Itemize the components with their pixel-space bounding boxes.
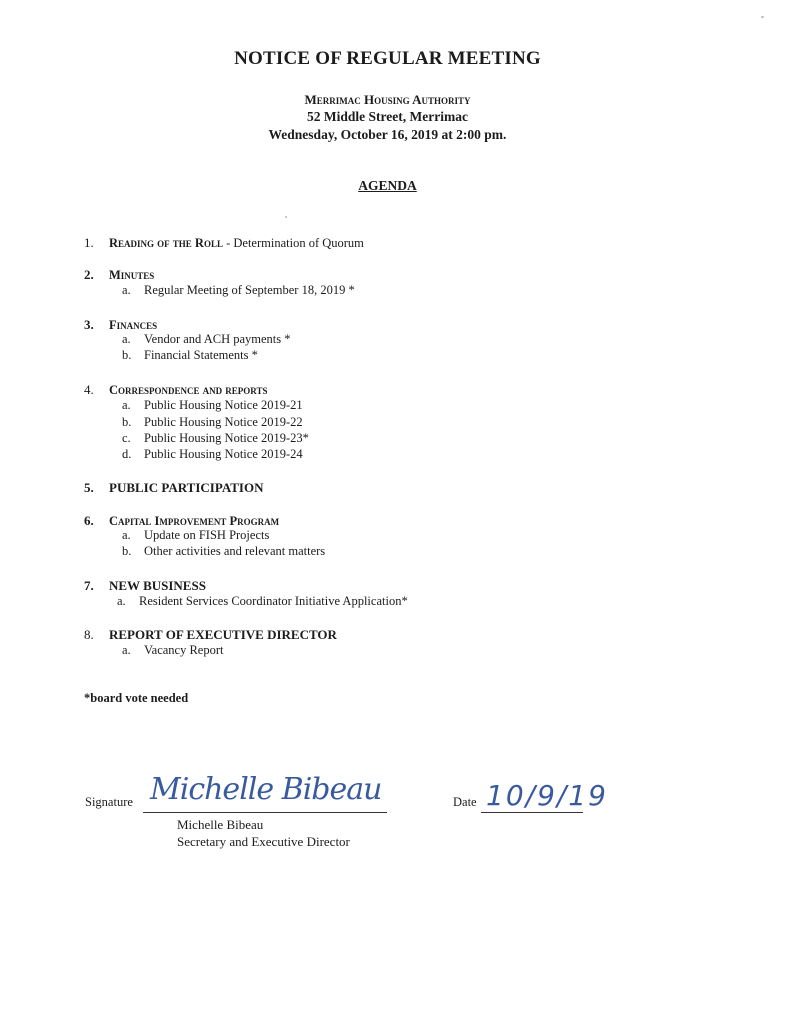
agenda-subitem [117,594,408,609]
agenda-subitem [122,528,269,543]
scan-speck [761,16,764,18]
meeting-address: 52 Middle Street, Merrimac [307,109,468,124]
date-label: Date [453,795,477,809]
subitem-letter: a. [122,643,131,657]
agenda-item-7 [84,577,206,595]
item-suffix: - Determination of Quorum [222,236,364,250]
subitem-letter: b. [122,544,132,558]
page-title: NOTICE OF REGULAR MEETING [234,48,541,69]
item-heading: Capital Improvement Program [109,514,280,528]
agenda-item-5 [84,479,263,497]
handwritten-signature: Michelle Bibeau [150,772,382,807]
subitem-text: Public Housing Notice 2019-22 [144,415,303,429]
item-number: 2. [84,267,94,282]
subitem-text: Vacancy Report [144,643,224,657]
subitem-letter: a. [117,594,126,608]
subitem-letter: b. [122,415,132,429]
agenda-subitem [122,431,309,446]
meeting-datetime: Wednesday, October 16, 2019 at 2:00 pm. [268,127,507,142]
item-number: 6. [84,513,94,528]
subitem-text: Update on FISH Projects [144,528,270,542]
subitem-letter: b. [122,348,132,362]
subitem-letter: a. [122,398,131,412]
agenda-item-2 [84,266,154,284]
subitem-letter: d. [122,447,132,461]
agenda-subitem [122,332,291,347]
subitem-letter: a. [122,528,131,542]
subitem-text: Financial Statements * [144,348,258,362]
item-heading: REPORT OF EXECUTIVE DIRECTOR [109,627,337,642]
agenda-item-4 [84,381,267,399]
subitem-letter: a. [122,283,131,297]
subitem-text: Regular Meeting of September 18, 2019 * [144,283,355,297]
item-heading: Finances [109,318,158,332]
agenda-subitem [122,447,303,462]
agenda-subitem [122,415,303,430]
item-heading: Reading of the Roll [109,236,223,250]
agenda-subitem [122,643,223,658]
item-heading: Minutes [109,268,155,282]
item-heading: Correspondence and reports [109,383,268,397]
subitem-text: Public Housing Notice 2019-24 [144,447,303,461]
item-heading: PUBLIC PARTICIPATION [109,480,264,495]
subitem-text: Public Housing Notice 2019-23* [144,431,309,445]
subitem-text: Vendor and ACH payments * [144,332,291,346]
signer-role: Secretary and Executive Director [177,834,350,849]
signature-label: Signature [85,795,133,809]
date-line [481,812,583,813]
subitem-text: Resident Services Coordinator Initiative Application* [139,594,408,608]
item-heading: NEW BUSINESS [109,578,206,593]
item-number: 1. [84,235,94,250]
agenda-item-1 [84,234,364,252]
organization-name: Merrimac Housing Authority [304,92,471,107]
item-number: 7. [84,578,94,593]
agenda-heading: AGENDA [358,178,417,193]
signature-line [143,812,387,813]
item-number: 5. [84,480,94,495]
agenda-subitem [122,398,303,413]
subitem-text: Other activities and relevant matters [144,544,326,558]
board-vote-footnote: *board vote needed [84,691,189,705]
agenda-subitem [122,348,258,363]
agenda-item-8 [84,626,337,644]
item-number: 3. [84,317,94,332]
item-number: 4. [84,382,94,397]
handwritten-date: 10/9/19 [486,779,608,812]
agenda-subitem [122,283,355,298]
scan-speck [285,216,287,218]
agenda-subitem [122,544,325,559]
item-number: 8. [84,627,94,642]
subitem-letter: a. [122,332,131,346]
signer-name: Michelle Bibeau [177,817,264,832]
subitem-text: Public Housing Notice 2019-21 [144,398,303,412]
subitem-letter: c. [122,431,131,445]
